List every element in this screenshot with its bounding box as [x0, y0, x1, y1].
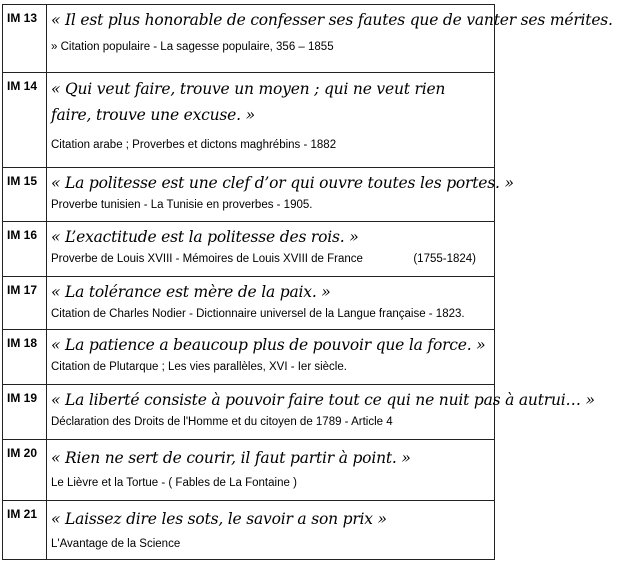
quote-source: Le Lièvre et la Tortue - ( Fables de La Fontaine ): [51, 477, 297, 489]
row-content: [47, 385, 599, 439]
table-row: [3, 385, 595, 440]
row-content: [47, 5, 617, 72]
quote-source: Proverbe tunisien - La Tunisie en proverbes - 1905.: [51, 199, 313, 211]
quote-text: « Rien ne sert de courir, il faut partir à point. »: [51, 449, 411, 467]
quote-source: Citation de Charles Nodier - Dictionnaire universel de la Langue française - 1823.: [51, 308, 465, 320]
quote-text: « La tolérance est mère de la paix. »: [51, 283, 331, 301]
quote-text: « La politesse est une clef d’or qui ouvre toutes les portes. »: [51, 174, 514, 192]
quote-text: « Qui veut faire, trouve un moyen ; qui ne veut rien faire, trouve une excuse. »: [51, 80, 446, 124]
row-code: IM 21: [3, 501, 47, 559]
quote-source: Citation arabe ; Proverbes et dictons maghrébins - 1882: [51, 139, 337, 151]
table-row: [3, 330, 494, 385]
quote-text: « La patience a beaucoup plus de pouvoir que la force. »: [51, 336, 486, 354]
row-content: [47, 222, 494, 276]
row-content: [47, 440, 494, 500]
table-row: [3, 277, 494, 330]
table-row: [3, 440, 494, 501]
source-dates: (1755-1824): [413, 253, 476, 265]
row-code: IM 19: [3, 385, 47, 439]
row-content: [47, 73, 494, 167]
row-code: IM 14: [3, 73, 47, 167]
table-row: [3, 222, 494, 277]
table-row: [3, 168, 514, 222]
quotes-table: [2, 4, 613, 560]
quote-source: [51, 252, 490, 266]
quote-source: » Citation populaire - La sagesse populaire, 356 – 1855: [51, 41, 334, 53]
row-code: IM 16: [3, 222, 47, 276]
row-code: IM 13: [3, 5, 47, 72]
row-code: IM 15: [3, 168, 47, 221]
row-content: [47, 330, 494, 384]
row-content: [47, 501, 494, 559]
source-text: Proverbe de Louis XVIII - Mémoires de Louis XVIII de France: [51, 253, 363, 265]
table-row: [3, 501, 494, 559]
quote-source: L'Avantage de la Science: [51, 538, 181, 550]
quote-text: « Laissez dire les sots, le savoir a son prix »: [51, 510, 387, 528]
row-code: IM 17: [3, 277, 47, 329]
row-content: [47, 168, 518, 221]
row-code: IM 18: [3, 330, 47, 384]
quote-source: Citation de Plutarque ; Les vies parallèles, XVI - Ier siècle.: [51, 361, 347, 373]
quote-text: « Il est plus honorable de confesser ses fautes que de vanter ses mérites.: [51, 11, 613, 29]
quote-source: Déclaration des Droits de l'Homme et du citoyen de 1789 - Article 4: [51, 416, 393, 428]
table-row: [3, 73, 494, 168]
row-content: [47, 277, 494, 329]
table-row: [3, 5, 613, 73]
quote-text: « L’exactitude est la politesse des rois. »: [51, 228, 359, 246]
quote-text: « La liberté consiste à pouvoir faire tout ce qui ne nuit pas à autrui… »: [51, 391, 595, 409]
row-code: IM 20: [3, 440, 47, 500]
